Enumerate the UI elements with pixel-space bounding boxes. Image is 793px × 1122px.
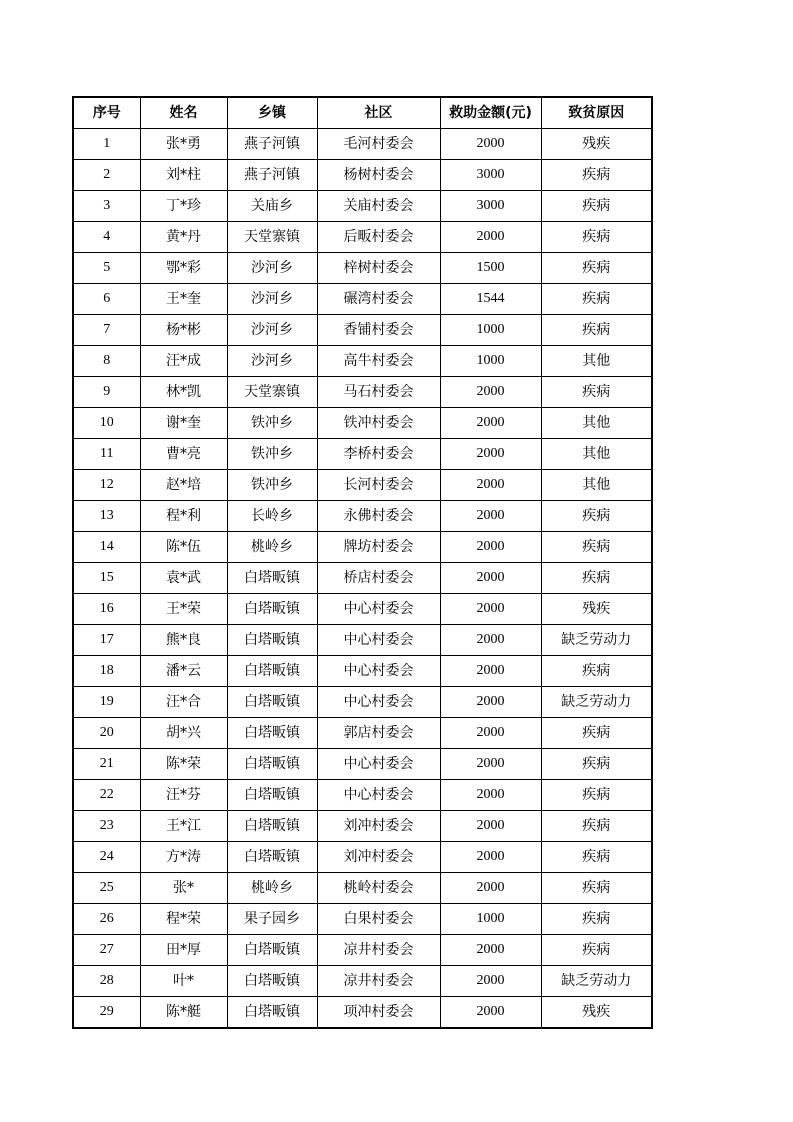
table-row [73,780,652,811]
cell-reason: 疾病 [541,253,652,284]
cell-community: 白果村委会 [317,904,440,935]
cell-town: 铁冲乡 [227,439,317,470]
cell-community: 铁冲村委会 [317,408,440,439]
cell-community: 凉井村委会 [317,966,440,997]
cell-amount: 2000 [440,439,541,470]
cell-reason: 疾病 [541,563,652,594]
cell-index: 18 [73,656,140,687]
cell-town: 沙河乡 [227,315,317,346]
table-row [73,501,652,532]
cell-reason: 疾病 [541,718,652,749]
cell-community: 刘冲村委会 [317,811,440,842]
cell-reason: 残疾 [541,997,652,1029]
cell-name: 袁*武 [140,563,227,594]
cell-index: 1 [73,129,140,160]
cell-town: 白塔畈镇 [227,780,317,811]
header-name: 姓名 [140,97,227,129]
header-community: 社区 [317,97,440,129]
table-row [73,966,652,997]
cell-amount: 2000 [440,594,541,625]
cell-reason: 疾病 [541,222,652,253]
cell-community: 中心村委会 [317,656,440,687]
table-row [73,408,652,439]
cell-community: 中心村委会 [317,780,440,811]
cell-index: 27 [73,935,140,966]
cell-index: 19 [73,687,140,718]
cell-index: 29 [73,997,140,1029]
cell-reason: 疾病 [541,160,652,191]
table-row [73,470,652,501]
cell-name: 鄂*彩 [140,253,227,284]
cell-amount: 1000 [440,346,541,377]
cell-town: 沙河乡 [227,253,317,284]
cell-amount: 3000 [440,160,541,191]
table-row [73,346,652,377]
cell-town: 白塔畈镇 [227,563,317,594]
cell-town: 白塔畈镇 [227,842,317,873]
cell-name: 张*勇 [140,129,227,160]
cell-amount: 2000 [440,687,541,718]
cell-community: 中心村委会 [317,594,440,625]
cell-reason: 疾病 [541,749,652,780]
cell-amount: 2000 [440,842,541,873]
cell-name: 程*利 [140,501,227,532]
cell-reason: 疾病 [541,501,652,532]
cell-name: 汪*成 [140,346,227,377]
cell-reason: 疾病 [541,811,652,842]
cell-name: 林*凯 [140,377,227,408]
cell-amount: 2000 [440,377,541,408]
cell-amount: 1544 [440,284,541,315]
cell-index: 13 [73,501,140,532]
table-row [73,749,652,780]
cell-index: 10 [73,408,140,439]
cell-community: 凉井村委会 [317,935,440,966]
table-row [73,997,652,1029]
cell-town: 白塔畈镇 [227,656,317,687]
cell-index: 21 [73,749,140,780]
cell-reason: 疾病 [541,532,652,563]
cell-name: 汪*芬 [140,780,227,811]
cell-index: 12 [73,470,140,501]
table-row [73,222,652,253]
cell-reason: 缺乏劳动力 [541,625,652,656]
cell-index: 8 [73,346,140,377]
cell-reason: 残疾 [541,129,652,160]
cell-amount: 2000 [440,625,541,656]
table-row [73,687,652,718]
cell-town: 铁冲乡 [227,470,317,501]
table-row [73,160,652,191]
cell-index: 26 [73,904,140,935]
cell-amount: 2000 [440,129,541,160]
cell-community: 关庙村委会 [317,191,440,222]
cell-community: 长河村委会 [317,470,440,501]
cell-index: 23 [73,811,140,842]
cell-reason: 疾病 [541,191,652,222]
cell-amount: 2000 [440,780,541,811]
table-row [73,625,652,656]
cell-reason: 疾病 [541,315,652,346]
cell-index: 9 [73,377,140,408]
cell-town: 白塔畈镇 [227,811,317,842]
cell-town: 燕子河镇 [227,129,317,160]
cell-community: 后畈村委会 [317,222,440,253]
cell-name: 胡*兴 [140,718,227,749]
cell-amount: 2000 [440,656,541,687]
cell-index: 25 [73,873,140,904]
cell-town: 天堂寨镇 [227,222,317,253]
cell-name: 潘*云 [140,656,227,687]
cell-amount: 2000 [440,935,541,966]
header-row [73,97,652,129]
table-body [73,129,652,1029]
cell-amount: 2000 [440,563,541,594]
header-town: 乡镇 [227,97,317,129]
table-row [73,284,652,315]
cell-name: 谢*奎 [140,408,227,439]
cell-index: 16 [73,594,140,625]
cell-reason: 其他 [541,470,652,501]
cell-name: 张* [140,873,227,904]
cell-town: 桃岭乡 [227,532,317,563]
cell-index: 2 [73,160,140,191]
table-header [73,97,652,129]
cell-town: 沙河乡 [227,346,317,377]
cell-reason: 疾病 [541,377,652,408]
cell-reason: 疾病 [541,780,652,811]
cell-amount: 1500 [440,253,541,284]
cell-community: 刘冲村委会 [317,842,440,873]
cell-amount: 1000 [440,904,541,935]
cell-community: 杨树村委会 [317,160,440,191]
header-index: 序号 [73,97,140,129]
table-row [73,718,652,749]
cell-community: 永佛村委会 [317,501,440,532]
cell-amount: 2000 [440,470,541,501]
cell-reason: 疾病 [541,842,652,873]
cell-index: 3 [73,191,140,222]
table-row [73,191,652,222]
cell-community: 郭店村委会 [317,718,440,749]
cell-name: 方*涛 [140,842,227,873]
cell-amount: 2000 [440,408,541,439]
cell-community: 桥店村委会 [317,563,440,594]
cell-index: 7 [73,315,140,346]
table-row [73,873,652,904]
table-row [73,377,652,408]
cell-name: 程*荣 [140,904,227,935]
cell-town: 沙河乡 [227,284,317,315]
table-row [73,904,652,935]
cell-community: 桃岭村委会 [317,873,440,904]
cell-community: 中心村委会 [317,625,440,656]
cell-index: 15 [73,563,140,594]
cell-community: 项冲村委会 [317,997,440,1029]
cell-index: 14 [73,532,140,563]
cell-reason: 其他 [541,346,652,377]
cell-index: 11 [73,439,140,470]
header-amount: 救助金额(元) [440,97,541,129]
cell-amount: 2000 [440,222,541,253]
cell-name: 田*厚 [140,935,227,966]
cell-name: 黄*丹 [140,222,227,253]
cell-amount: 2000 [440,501,541,532]
table-row [73,532,652,563]
cell-town: 桃岭乡 [227,873,317,904]
cell-name: 王*江 [140,811,227,842]
cell-amount: 2000 [440,997,541,1029]
cell-reason: 疾病 [541,935,652,966]
cell-town: 白塔畈镇 [227,594,317,625]
cell-community: 李桥村委会 [317,439,440,470]
cell-reason: 疾病 [541,284,652,315]
cell-town: 白塔畈镇 [227,966,317,997]
table-row [73,563,652,594]
cell-amount: 1000 [440,315,541,346]
cell-town: 白塔畈镇 [227,687,317,718]
cell-index: 22 [73,780,140,811]
table-row [73,594,652,625]
cell-reason: 其他 [541,439,652,470]
table-row [73,439,652,470]
cell-index: 5 [73,253,140,284]
cell-reason: 缺乏劳动力 [541,966,652,997]
table-row [73,842,652,873]
cell-town: 铁冲乡 [227,408,317,439]
cell-reason: 疾病 [541,873,652,904]
cell-community: 高牛村委会 [317,346,440,377]
table-row [73,656,652,687]
cell-reason: 缺乏劳动力 [541,687,652,718]
relief-table [72,96,653,1029]
cell-index: 6 [73,284,140,315]
cell-community: 马石村委会 [317,377,440,408]
cell-town: 白塔畈镇 [227,718,317,749]
cell-index: 4 [73,222,140,253]
cell-amount: 2000 [440,718,541,749]
cell-reason: 疾病 [541,656,652,687]
cell-amount: 2000 [440,749,541,780]
cell-index: 20 [73,718,140,749]
cell-community: 中心村委会 [317,687,440,718]
cell-community: 梓树村委会 [317,253,440,284]
cell-town: 长岭乡 [227,501,317,532]
cell-town: 天堂寨镇 [227,377,317,408]
cell-town: 白塔畈镇 [227,935,317,966]
cell-community: 碾湾村委会 [317,284,440,315]
cell-name: 叶* [140,966,227,997]
cell-amount: 3000 [440,191,541,222]
cell-name: 杨*彬 [140,315,227,346]
cell-town: 关庙乡 [227,191,317,222]
cell-community: 香铺村委会 [317,315,440,346]
cell-amount: 2000 [440,532,541,563]
cell-amount: 2000 [440,811,541,842]
table-row [73,935,652,966]
table-row [73,315,652,346]
cell-town: 果子园乡 [227,904,317,935]
header-reason: 致贫原因 [541,97,652,129]
cell-name: 熊*良 [140,625,227,656]
cell-name: 丁*珍 [140,191,227,222]
table-row [73,129,652,160]
cell-name: 王*荣 [140,594,227,625]
cell-town: 白塔畈镇 [227,749,317,780]
cell-town: 燕子河镇 [227,160,317,191]
cell-community: 毛河村委会 [317,129,440,160]
cell-index: 24 [73,842,140,873]
cell-name: 刘*柱 [140,160,227,191]
cell-name: 陈*艇 [140,997,227,1029]
cell-reason: 残疾 [541,594,652,625]
cell-name: 王*奎 [140,284,227,315]
table-row [73,253,652,284]
cell-reason: 疾病 [541,904,652,935]
cell-name: 曹*亮 [140,439,227,470]
cell-amount: 2000 [440,873,541,904]
cell-community: 中心村委会 [317,749,440,780]
cell-town: 白塔畈镇 [227,625,317,656]
cell-reason: 其他 [541,408,652,439]
cell-community: 牌坊村委会 [317,532,440,563]
cell-name: 陈*荣 [140,749,227,780]
cell-index: 28 [73,966,140,997]
cell-index: 17 [73,625,140,656]
cell-name: 赵*培 [140,470,227,501]
cell-amount: 2000 [440,966,541,997]
cell-name: 汪*合 [140,687,227,718]
cell-town: 白塔畈镇 [227,997,317,1029]
cell-name: 陈*伍 [140,532,227,563]
table-row [73,811,652,842]
